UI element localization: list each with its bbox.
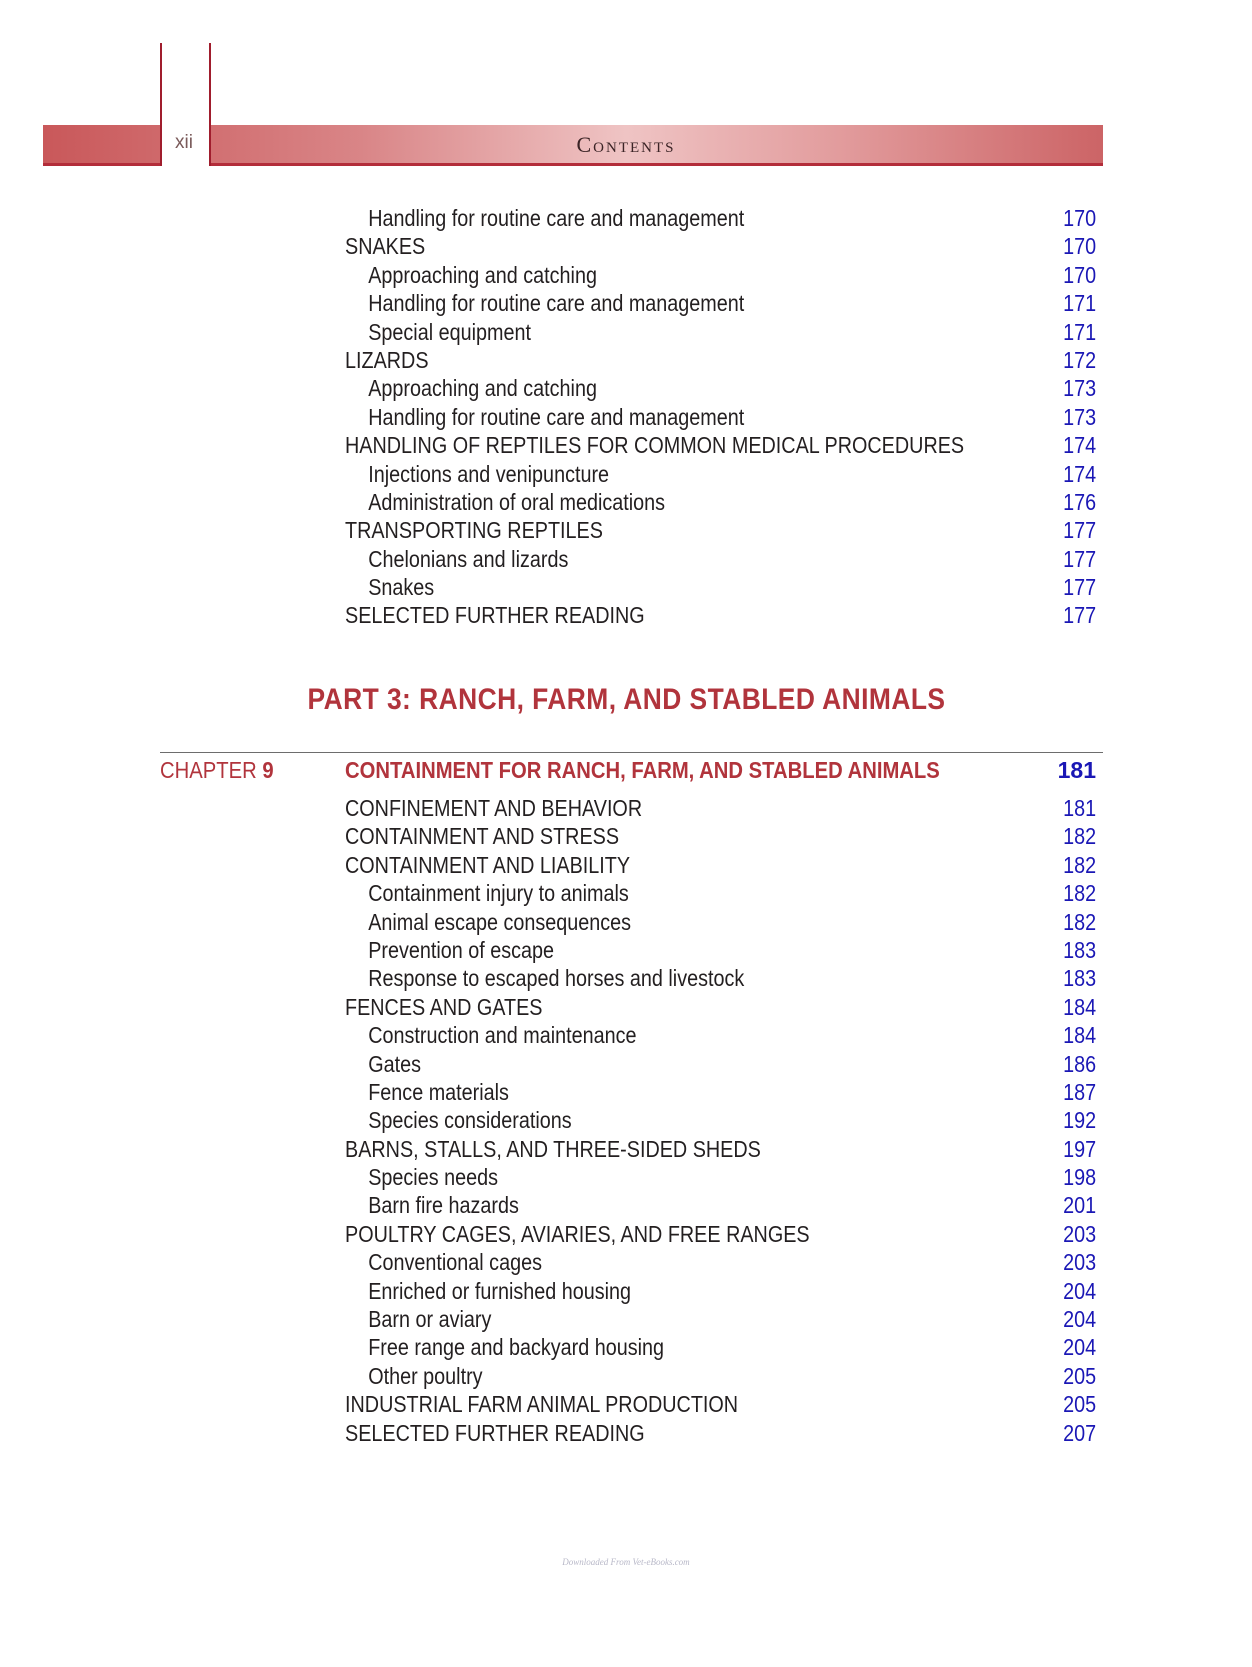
toc-entry-page-number[interactable]: 187 (1063, 1078, 1097, 1105)
toc-entry-page-number[interactable]: 177 (1063, 602, 1097, 629)
toc-entry[interactable] (345, 964, 1096, 992)
toc-entry-label: Barn fire hazards (368, 1192, 519, 1219)
toc-entry[interactable] (345, 346, 1096, 374)
toc-entry-page-number[interactable]: 203 (1063, 1249, 1097, 1276)
toc-entry-label: BARNS, STALLS, AND THREE-SIDED SHEDS (345, 1135, 761, 1162)
toc-entry-label: CONFINEMENT AND BEHAVIOR (345, 795, 643, 821)
chapter-label (160, 754, 274, 786)
chapter-row[interactable] (160, 754, 1096, 786)
toc-entry-label: Snakes (368, 574, 435, 601)
chapter-title: CONTAINMENT FOR RANCH, FARM, AND STABLED ANIMALS (345, 757, 940, 783)
toc-entry[interactable] (345, 1390, 1096, 1418)
toc-entry[interactable] (345, 1419, 1096, 1447)
toc-entry[interactable] (345, 460, 1096, 488)
toc-entry-label: Handling for routine care and management (368, 403, 745, 430)
toc-entry-page-number[interactable]: 171 (1063, 318, 1097, 345)
chapter-number: 9 (262, 757, 274, 783)
toc-entry[interactable] (345, 1220, 1096, 1248)
toc-entry[interactable] (345, 822, 1096, 850)
toc-entry-label: POULTRY CAGES, AVIARIES, AND FREE RANGES (345, 1220, 810, 1247)
toc-entry-page-number[interactable]: 184 (1063, 993, 1097, 1020)
part-heading (0, 683, 1252, 717)
chapter-page-number[interactable]: 181 (1057, 757, 1096, 783)
toc-entry[interactable] (345, 1135, 1096, 1163)
toc-entry-label: Response to escaped horses and livestock (368, 965, 745, 992)
toc-entry-page-number[interactable]: 183 (1063, 936, 1097, 963)
toc-entry-label: Animal escape consequences (368, 908, 632, 935)
toc-entry-label: Approaching and catching (368, 375, 597, 402)
toc-entry[interactable] (345, 1021, 1096, 1049)
toc-entry-page-number[interactable]: 198 (1063, 1164, 1097, 1191)
toc-entry[interactable] (345, 1078, 1096, 1106)
toc-entry-page-number[interactable]: 203 (1063, 1220, 1097, 1247)
toc-entry[interactable] (345, 318, 1096, 346)
toc-entry-page-number[interactable]: 182 (1063, 908, 1097, 935)
toc-entry-label: INDUSTRIAL FARM ANIMAL PRODUCTION (345, 1391, 739, 1418)
toc-entry-label: Enriched or furnished housing (368, 1277, 632, 1304)
toc-entry-label: Construction and maintenance (368, 1022, 637, 1049)
toc-entry-page-number[interactable]: 177 (1063, 574, 1097, 601)
toc-entry-label: Special equipment (368, 318, 531, 345)
toc-entry-page-number[interactable]: 186 (1063, 1050, 1097, 1077)
toc-entry-page-number[interactable]: 197 (1063, 1135, 1097, 1162)
toc-entry-label: LIZARDS (345, 346, 429, 373)
toc-entry-label: HANDLING OF REPTILES FOR COMMON MEDICAL PROCEDURES (345, 432, 965, 459)
toc-entry-label: CONTAINMENT AND STRESS (345, 823, 620, 850)
toc-entry[interactable] (345, 1050, 1096, 1078)
toc-entry-page-number[interactable]: 170 (1063, 205, 1097, 231)
toc-entry-label: Prevention of escape (368, 936, 555, 963)
toc-entry-page-number[interactable]: 173 (1063, 375, 1097, 402)
toc-entry[interactable] (345, 1248, 1096, 1276)
toc-entry-page-number[interactable]: 205 (1063, 1362, 1097, 1389)
part-heading-text: PART 3: RANCH, FARM, AND STABLED ANIMALS (306, 683, 945, 716)
toc-entry-label: CONTAINMENT AND LIABILITY (345, 851, 631, 878)
toc-entry-label: TRANSPORTING REPTILES (345, 517, 603, 544)
toc-entry-label: Chelonians and lizards (368, 545, 569, 572)
toc-entry[interactable] (345, 403, 1096, 431)
toc-entry[interactable] (345, 879, 1096, 907)
toc-entry-label: Species needs (368, 1164, 498, 1191)
toc-entry-label: FENCES AND GATES (345, 993, 543, 1020)
page-number: xii (175, 132, 193, 153)
toc-entry-label: Handling for routine care and management (368, 205, 745, 231)
toc-entry-page-number[interactable]: 173 (1063, 403, 1097, 430)
toc-entry-page-number[interactable]: 181 (1063, 795, 1097, 821)
toc-entry-page-number[interactable]: 204 (1063, 1334, 1097, 1361)
toc-entry-page-number[interactable]: 177 (1063, 517, 1097, 544)
toc-entry[interactable] (345, 601, 1096, 629)
toc-entry-page-number[interactable]: 182 (1063, 851, 1097, 878)
toc-entry[interactable] (345, 573, 1096, 601)
toc-entry-page-number[interactable]: 170 (1063, 233, 1097, 260)
toc-entry-page-number[interactable]: 174 (1063, 460, 1097, 487)
toc-entry-page-number[interactable]: 171 (1063, 290, 1097, 317)
toc-entry-label: Containment injury to animals (368, 880, 629, 907)
toc-entry[interactable] (345, 908, 1096, 936)
toc-entry-page-number[interactable]: 182 (1063, 880, 1097, 907)
toc-entry[interactable] (345, 516, 1096, 544)
toc-entry[interactable] (345, 289, 1096, 317)
toc-entry-page-number[interactable]: 182 (1063, 823, 1097, 850)
toc-entry-label: Other poultry (368, 1362, 483, 1389)
toc-entry-label: Injections and venipuncture (368, 460, 610, 487)
toc-entry[interactable] (345, 1333, 1096, 1361)
toc-entry-label: Handling for routine care and management (368, 290, 745, 317)
toc-entry-label: Administration of oral medications (368, 488, 666, 515)
toc-entry[interactable] (345, 993, 1096, 1021)
chapter-rule (160, 752, 1103, 753)
toc-list-chapter-9 (345, 794, 1096, 1447)
toc-entry-page-number[interactable]: 201 (1063, 1192, 1097, 1219)
toc-entry-label: Barn or aviary (368, 1306, 492, 1333)
toc-entry-label: Approaching and catching (368, 261, 597, 288)
toc-entry-page-number[interactable]: 184 (1063, 1022, 1097, 1049)
toc-entry-label: Conventional cages (368, 1249, 542, 1276)
toc-entry[interactable] (345, 545, 1096, 573)
toc-entry[interactable] (345, 1277, 1096, 1305)
toc-entry[interactable] (345, 1191, 1096, 1219)
toc-entry-page-number[interactable]: 176 (1063, 488, 1097, 515)
toc-entry-label: Free range and backyard housing (368, 1334, 665, 1361)
toc-entry[interactable] (345, 1106, 1096, 1134)
toc-entry-page-number[interactable]: 172 (1063, 346, 1097, 373)
toc-entry[interactable] (345, 261, 1096, 289)
toc-entry[interactable] (345, 431, 1096, 459)
toc-entry-page-number[interactable]: 205 (1063, 1391, 1097, 1418)
toc-entry-label: SNAKES (345, 233, 426, 260)
watermark: Downloaded From Vet-eBooks.com (562, 1557, 690, 1567)
toc-entry-page-number[interactable]: 204 (1063, 1277, 1097, 1304)
toc-entry[interactable] (345, 794, 1096, 822)
toc-entry-page-number[interactable]: 174 (1063, 432, 1097, 459)
toc-entry-label: Species considerations (368, 1107, 572, 1134)
toc-entry-label: SELECTED FURTHER READING (345, 1419, 645, 1446)
toc-entry[interactable] (345, 851, 1096, 879)
toc-entry-page-number[interactable]: 204 (1063, 1306, 1097, 1333)
toc-entry-page-number[interactable]: 207 (1063, 1419, 1097, 1446)
toc-entry[interactable] (345, 1362, 1096, 1390)
toc-entry-label: SELECTED FURTHER READING (345, 602, 645, 629)
toc-entry-label: Gates (368, 1050, 422, 1077)
toc-entry-page-number[interactable]: 177 (1063, 545, 1097, 572)
toc-entry[interactable] (345, 1305, 1096, 1333)
toc-entry[interactable] (345, 204, 1096, 232)
toc-entry-label: Fence materials (368, 1078, 509, 1105)
toc-entry[interactable] (345, 1163, 1096, 1191)
toc-list-continued (345, 204, 1096, 630)
toc-entry-page-number[interactable]: 170 (1063, 261, 1097, 288)
toc-entry[interactable] (345, 936, 1096, 964)
running-head: Contents (576, 132, 676, 157)
toc-entry[interactable] (345, 374, 1096, 402)
toc-entry-page-number[interactable]: 183 (1063, 965, 1097, 992)
toc-entry-page-number[interactable]: 192 (1063, 1107, 1097, 1134)
toc-entry[interactable] (345, 232, 1096, 260)
chapter-label-prefix: CHAPTER (160, 757, 257, 783)
toc-entry[interactable] (345, 488, 1096, 516)
